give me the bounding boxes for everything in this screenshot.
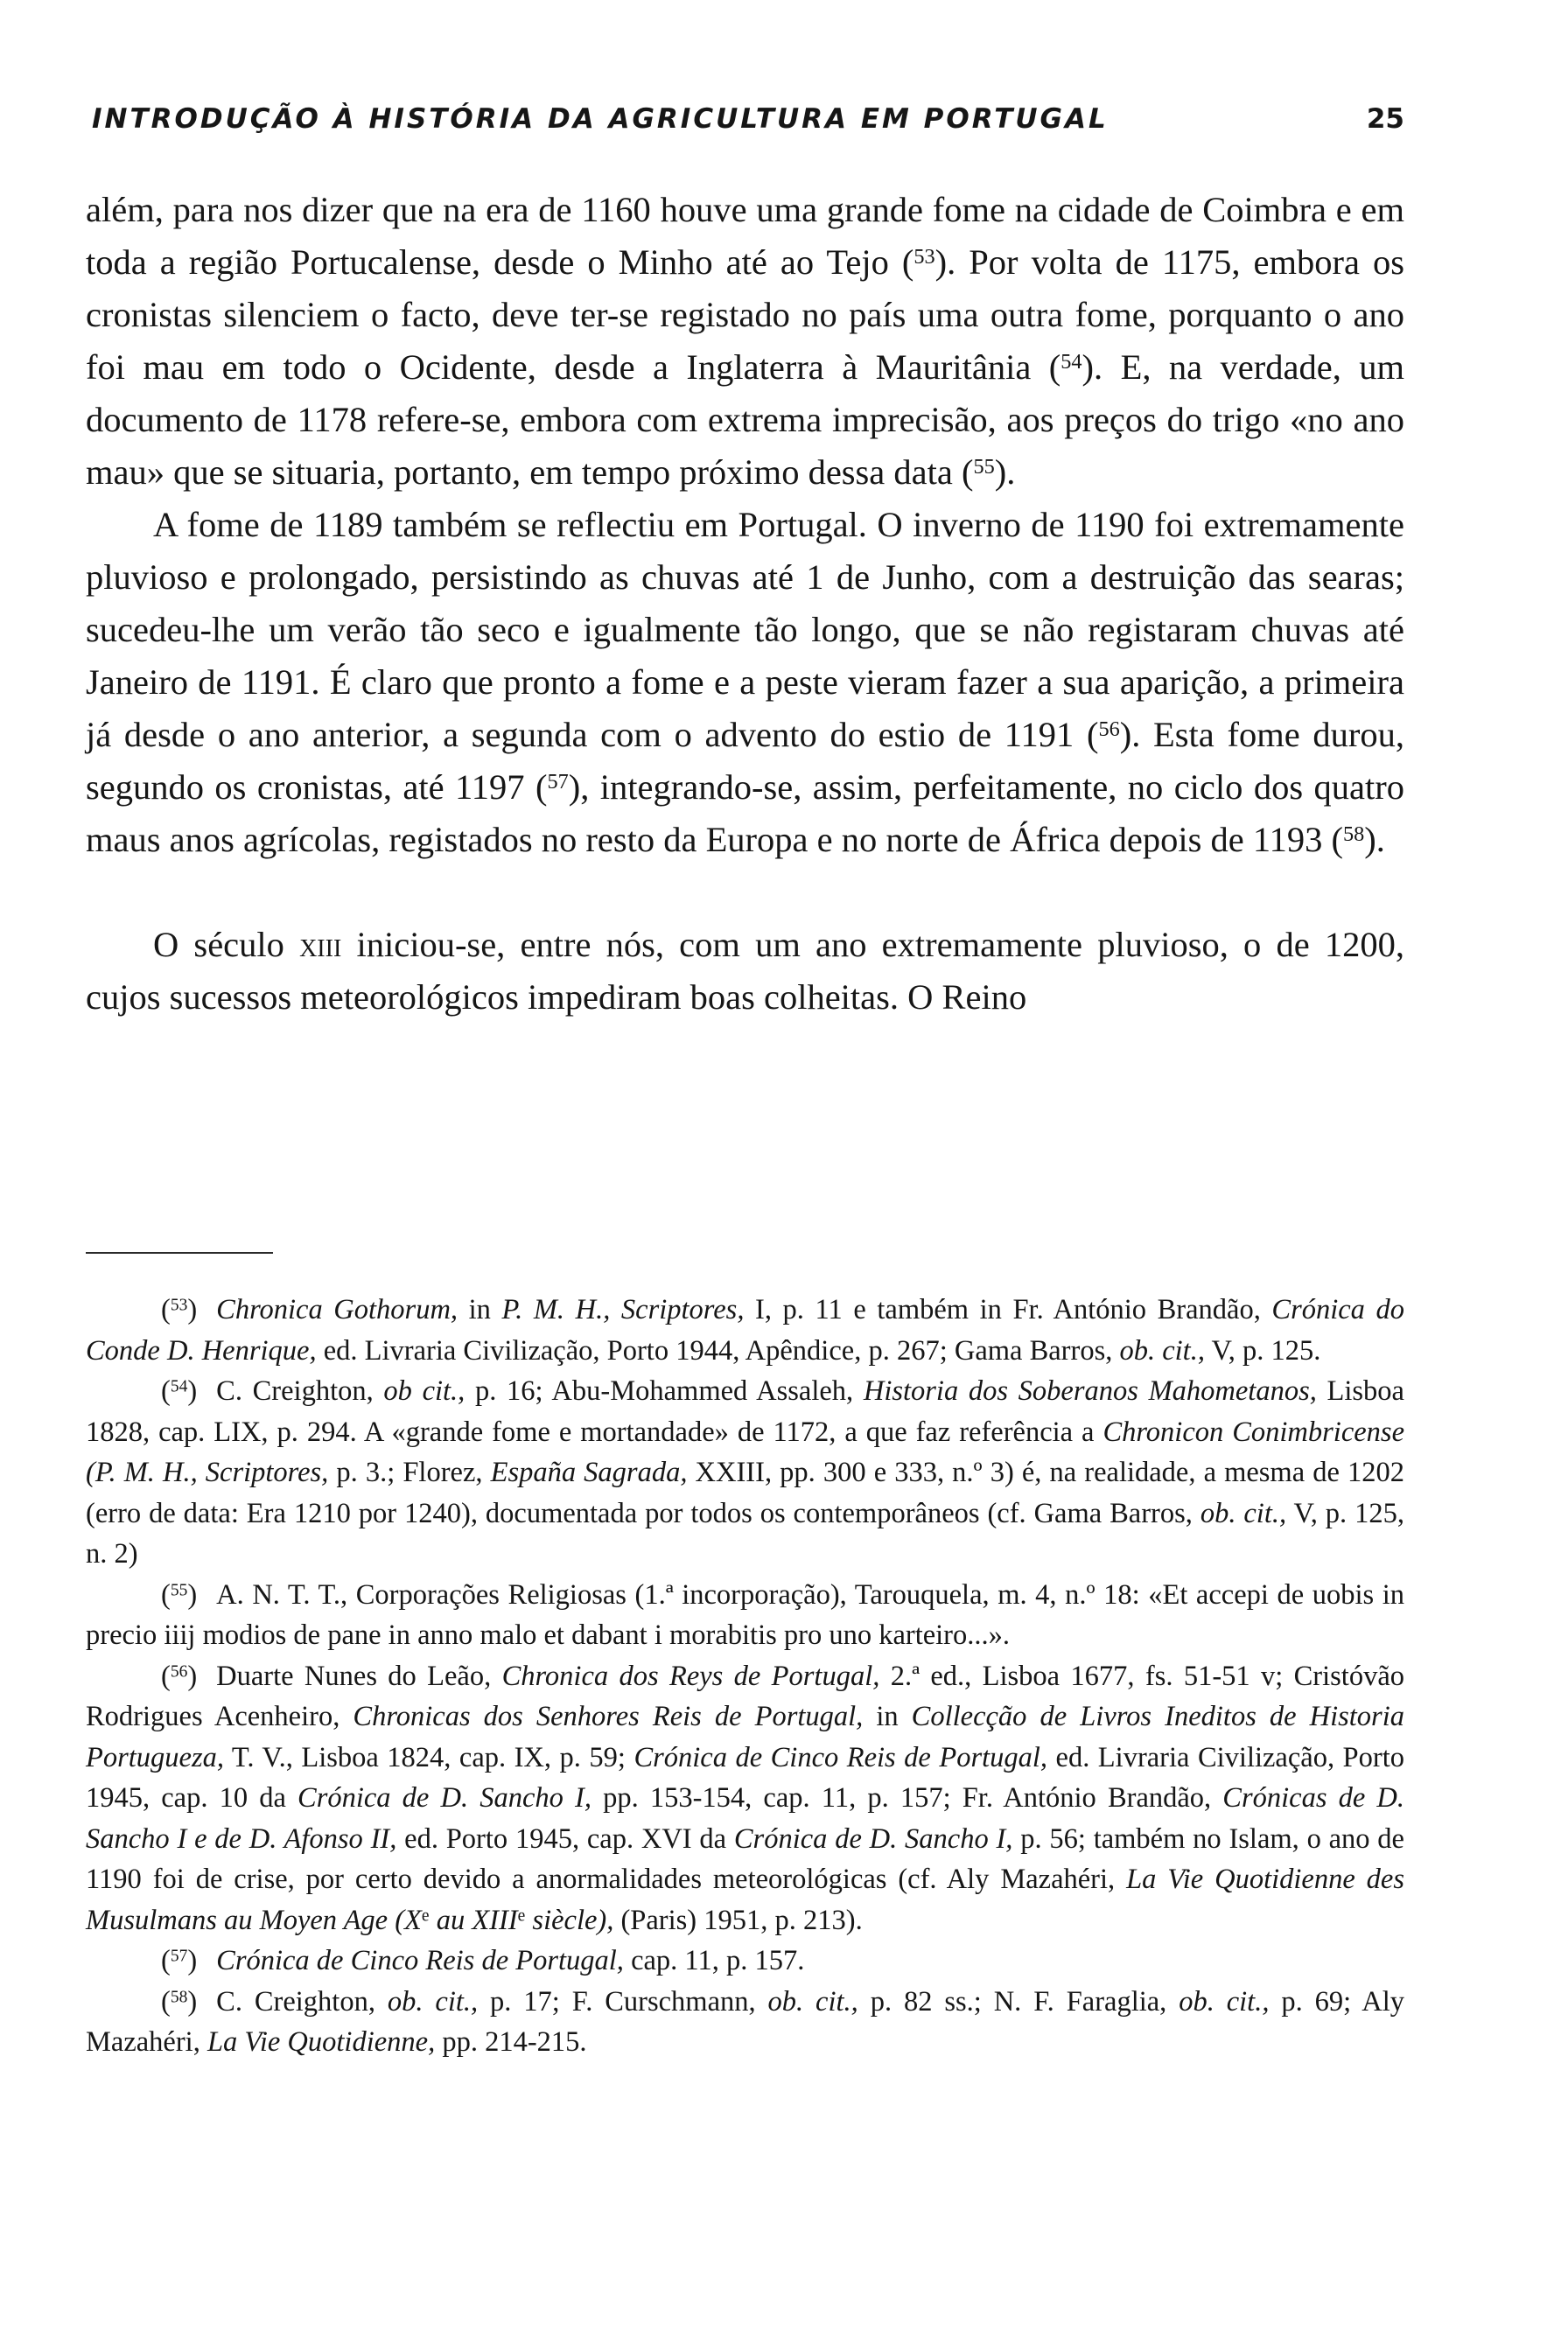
citation-title: La Vie Quotidienne, bbox=[206, 2026, 436, 2058]
text-run: XXIII, pp. 300 e 333, n.º 3) é, na realidade, a mesma de 1202 (erro de data: Era 1210 por 1240), documentada por todos os contemporâneos (cf. Gama Barros, bbox=[86, 1457, 1404, 1529]
footnote-56: ($^{56}$) Duarte Nunes do Leão, Chronica dos Reys de Portugal, 2.ª ed., Lisboa 1677, fs. 51-51 v; Cristóvão Rodrigues Acenheiro, Chronicas dos Senhores Reis de Portugal, in Collecção de Livros Ineditos de Historia Portugueza, T. V., Lisboa 1824, cap. IX, p. 59; Crónica de Cinco Reis de Portugal, ed. Livraria Civilização, Porto 1945, cap. 10 da Crónica de D. Sancho I, pp. 153-154, cap. 11, p. 157; Fr. António Brandão, Crónicas de D. Sancho I e de D. Afonso II, ed. Porto 1945, cap. XVI da Crónica de D. Sancho I, p. 56; também no Islam, o ano de 1190 foi de crise, por certo devido a anormalidades meteorológicas (cf. Aly Mazahéri, La Vie Quotidienne des Musulmans au Moyen Age (Xe au XIIIe siècle), (Paris) 1951, p. 213). bbox=[86, 1660, 1404, 1936]
text-run: Lisboa 1828, cap. LIX, p. 294. A «grande fome e mortandade» de 1172, a que faz referência a bbox=[86, 1375, 1404, 1448]
text-run: ed. Livraria Civilização, Porto 1945, cap. 10 da bbox=[86, 1741, 1404, 1814]
text-run: p. 56; também no Islam, o ano de 1190 foi de crise, por certo devido a anormalidades meteorológicas (cf. Aly Mazahéri, bbox=[86, 1822, 1404, 1895]
citation-title: Collecção de Livros Ineditos de Historia Portugueza, bbox=[86, 1701, 1404, 1773]
citation-title: ob. cit., bbox=[1200, 1497, 1287, 1529]
citation-title: España Sagrada, bbox=[490, 1457, 688, 1488]
text-run: T. V., Lisboa 1824, cap. IX, p. 59; bbox=[223, 1741, 634, 1773]
citation-title: ob. cit., bbox=[767, 1985, 858, 2018]
text-run: iniciou-se, entre nós, com um ano extremamente pluvioso, o de 1200, cujos sucessos meteorológicos impediram boas colheitas. O Reino bbox=[86, 925, 1404, 1017]
footnote-57: ($^{57}$) Crónica de Cinco Reis de Portugal, cap. 11, p. 157. bbox=[161, 1945, 805, 1976]
text-run: C. Creighton, bbox=[216, 1375, 384, 1407]
citation-title: Crónica de Cinco Reis de Portugal, bbox=[216, 1945, 624, 1976]
citation-title: Chronicon Conimbricense (P. M. H., Scriptores, bbox=[86, 1416, 1404, 1488]
footnote-number: 56 bbox=[170, 1661, 188, 1681]
footnote-ref-58: 58 bbox=[1342, 822, 1365, 846]
superscript: e bbox=[421, 1906, 430, 1925]
running-head bbox=[92, 103, 1404, 147]
citation-title: Crónica de D. Sancho I, bbox=[298, 1782, 592, 1814]
footnote-ref-54: 54 bbox=[1060, 349, 1082, 374]
footnote-53: ($^{53}$) Chronica Gothorum, in P. M. H., Scriptores, I, p. 11 e também in Fr. António Brandão, Crónica do Conde D. Henrique, ed. Livraria Civilização, Porto 1944, Apêndice, p. 267; Gama Barros, ob. cit., V, p. 125. bbox=[86, 1294, 1405, 1367]
citation-title: au XIII bbox=[429, 1904, 518, 1936]
text-run: ). bbox=[1364, 820, 1385, 859]
footnote-ref-53: 53 bbox=[914, 244, 935, 269]
citation-title: ob. cit., bbox=[1119, 1334, 1205, 1367]
footnote-number: 53 bbox=[170, 1296, 188, 1315]
text-run: p. 69; Aly Mazahéri, bbox=[86, 1985, 1405, 2058]
citation-title: Chronica Gothorum, bbox=[216, 1294, 458, 1325]
text-run: ). Por volta de 1175, embora os cronistas silenciem o facto, deve ter-se registado no país uma outra fome, porquanto o ano foi mau em todo o Ocidente, desde a Inglaterra à Mauritânia ( bbox=[86, 242, 1404, 387]
footnote-number: 57 bbox=[170, 1947, 188, 1966]
superscript: e bbox=[517, 1906, 526, 1925]
page-number: 25 bbox=[1366, 103, 1404, 135]
text-run: ). E, na verdade, um documento de 1178 refere-se, embora com extrema imprecisão, aos preços do trigo «no ano mau» que se situaria, portanto, em tempo próximo dessa data ( bbox=[86, 347, 1404, 492]
text-run: além, para nos dizer que na era de 1160 houve uma grande fome na cidade de Coimbra e em toda a região Portucalense, desde o Minho até ao Tejo ( bbox=[86, 190, 1404, 282]
citation-title: Chronica dos Reys de Portugal, bbox=[501, 1660, 880, 1692]
paragraph-3 bbox=[86, 919, 1404, 1024]
text-run: ed. Livraria Civilização, Porto 1944, Apêndice, p. 267; Gama Barros, bbox=[316, 1334, 1120, 1367]
footnote-separator bbox=[86, 1252, 273, 1254]
text-run: pp. 214-215. bbox=[435, 2026, 587, 2058]
text-run: V, p. 125, n. 2) bbox=[86, 1497, 1404, 1570]
text-run: p. 17; F. Curschmann, bbox=[478, 1985, 768, 2018]
text-run: 2.ª ed., Lisboa 1677, fs. 51-51 v; Cristóvão Rodrigues Acenheiro, bbox=[86, 1660, 1404, 1732]
text-run: (Paris) 1951, p. 213). bbox=[613, 1904, 863, 1936]
paragraph-2 bbox=[86, 499, 1404, 866]
footnote-number: 55 bbox=[170, 1580, 188, 1599]
text-run: in bbox=[458, 1294, 502, 1325]
text-run: in bbox=[863, 1701, 912, 1732]
citation-title: siècle), bbox=[525, 1904, 614, 1936]
citation-title: ob. cit., bbox=[387, 1985, 479, 2018]
footnote-58: ($^{58}$) C. Creighton, ob. cit., p. 17; F. Curschmann, ob. cit., p. 82 ss.; N. F. Faraglia, ob. cit., p. 69; Aly Mazahéri, La Vie Quotidienne, pp. 214-215. bbox=[86, 1985, 1405, 2058]
citation-title: Crónicas de D. Sancho I e de D. Afonso II, bbox=[86, 1782, 1404, 1855]
text-run: A. N. T. T., Corporações Religiosas (1.ª incorporação), Tarouquela, m. 4, n.º 18: «Et accepi de uobis in precio iiij modios de pane in anno malo et dabant i morabitis pro uno karteiro...». bbox=[86, 1578, 1404, 1651]
footnote-54: ($^{54}$) C. Creighton, ob cit., p. 16; Abu-Mohammed Assaleh, Historia dos Soberanos Mahometanos, Lisboa 1828, cap. LIX, p. 294. A «grande fome e mortandade» de 1172, a que faz referência a Chronicon Conimbricense (P. M. H., Scriptores, p. 3.; Florez, España Sagrada, XXIII, pp. 300 e 333, n.º 3) é, na realidade, a mesma de 1202 (erro de data: Era 1210 por 1240), documentada por todos os contemporâneos (cf. Gama Barros, ob. cit., V, p. 125, n. 2) bbox=[86, 1375, 1404, 1570]
citation-title: P. M. H., Scriptores, bbox=[501, 1294, 745, 1325]
text-run: ). Esta fome durou, segundo os cronistas, até 1197 ( bbox=[86, 715, 1404, 807]
century-numeral: xiii bbox=[299, 925, 342, 964]
citation-title: Crónica de Cinco Reis de Portugal, bbox=[634, 1741, 1048, 1773]
text-run: C. Creighton, bbox=[216, 1985, 388, 2018]
footnote-ref-55: 55 bbox=[973, 454, 995, 479]
text-run: I, p. 11 e também in Fr. António Brandão, bbox=[744, 1294, 1272, 1325]
footnote-ref-57: 57 bbox=[547, 769, 569, 794]
text-run: pp. 153-154, cap. 11, p. 157; Fr. António Brandão, bbox=[591, 1782, 1223, 1814]
citation-title: Chronicas dos Senhores Reis de Portugal, bbox=[353, 1701, 864, 1732]
running-head-title: INTRODUÇÃO À HISTÓRIA DA AGRICULTURA EM PORTUGAL bbox=[92, 103, 1109, 135]
text-run: ed. Porto 1945, cap. XVI da bbox=[396, 1822, 734, 1855]
footnote-ref-56: 56 bbox=[1098, 717, 1120, 741]
text-run: ), integrando-se, assim, perfeitamente, no ciclo dos quatro maus anos agrícolas, registados no resto da Europa e no norte de África depois de 1193 ( bbox=[86, 767, 1404, 859]
text-run: Duarte Nunes do Leão, bbox=[216, 1660, 502, 1692]
citation-title: ob. cit., bbox=[1179, 1985, 1270, 2018]
citation-title: ob cit., bbox=[383, 1375, 466, 1407]
text-run: p. 82 ss.; N. F. Faraglia, bbox=[858, 1985, 1180, 2018]
text-run: A fome de 1189 também se reflectiu em Portugal. O inverno de 1190 foi extremamente pluvioso e prolongado, persistindo as chuvas até 1 de Junho, com a destruição das searas; sucedeu-lhe um verão tão seco e igualmente tão longo, que se não registaram chuvas até Janeiro de 1191. É claro que pronto a fome e a peste vieram fazer a sua aparição, a primeira já desde o ano anterior, a segunda com o advento do estio de 1191 ( bbox=[86, 505, 1404, 754]
paragraph-1 bbox=[86, 184, 1404, 499]
text-run: cap. 11, p. 157. bbox=[623, 1945, 805, 1976]
citation-title: Crónica de D. Sancho I, bbox=[733, 1822, 1013, 1855]
footnote-55: ($^{55}$) A. N. T. T., Corporações Religiosas (1.ª incorporação), Tarouquela, m. 4, n.º 18: «Et accepi de uobis in precio iiij modios de pane in anno malo et dabant i morabitis pro uno karteiro...». bbox=[86, 1578, 1404, 1651]
main-text bbox=[86, 184, 1404, 1024]
text-run: p. 16; Abu-Mohammed Assaleh, bbox=[465, 1375, 864, 1407]
footnote-number: 58 bbox=[170, 1987, 188, 2006]
citation-title: La Vie Quotidienne des Musulmans au Moyen Age (X bbox=[86, 1864, 1404, 1936]
citation-title: Historia dos Soberanos Mahometanos, bbox=[863, 1375, 1317, 1407]
text-run: V, p. 125. bbox=[1204, 1334, 1321, 1367]
citation-title: Crónica do Conde D. Henrique, bbox=[86, 1294, 1405, 1367]
text-run: O século bbox=[153, 925, 300, 964]
text-run: ). bbox=[994, 452, 1016, 492]
footnote-number: 54 bbox=[170, 1377, 188, 1396]
footnotes bbox=[86, 1290, 1404, 2063]
text-run: p. 3.; Florez, bbox=[328, 1457, 491, 1488]
